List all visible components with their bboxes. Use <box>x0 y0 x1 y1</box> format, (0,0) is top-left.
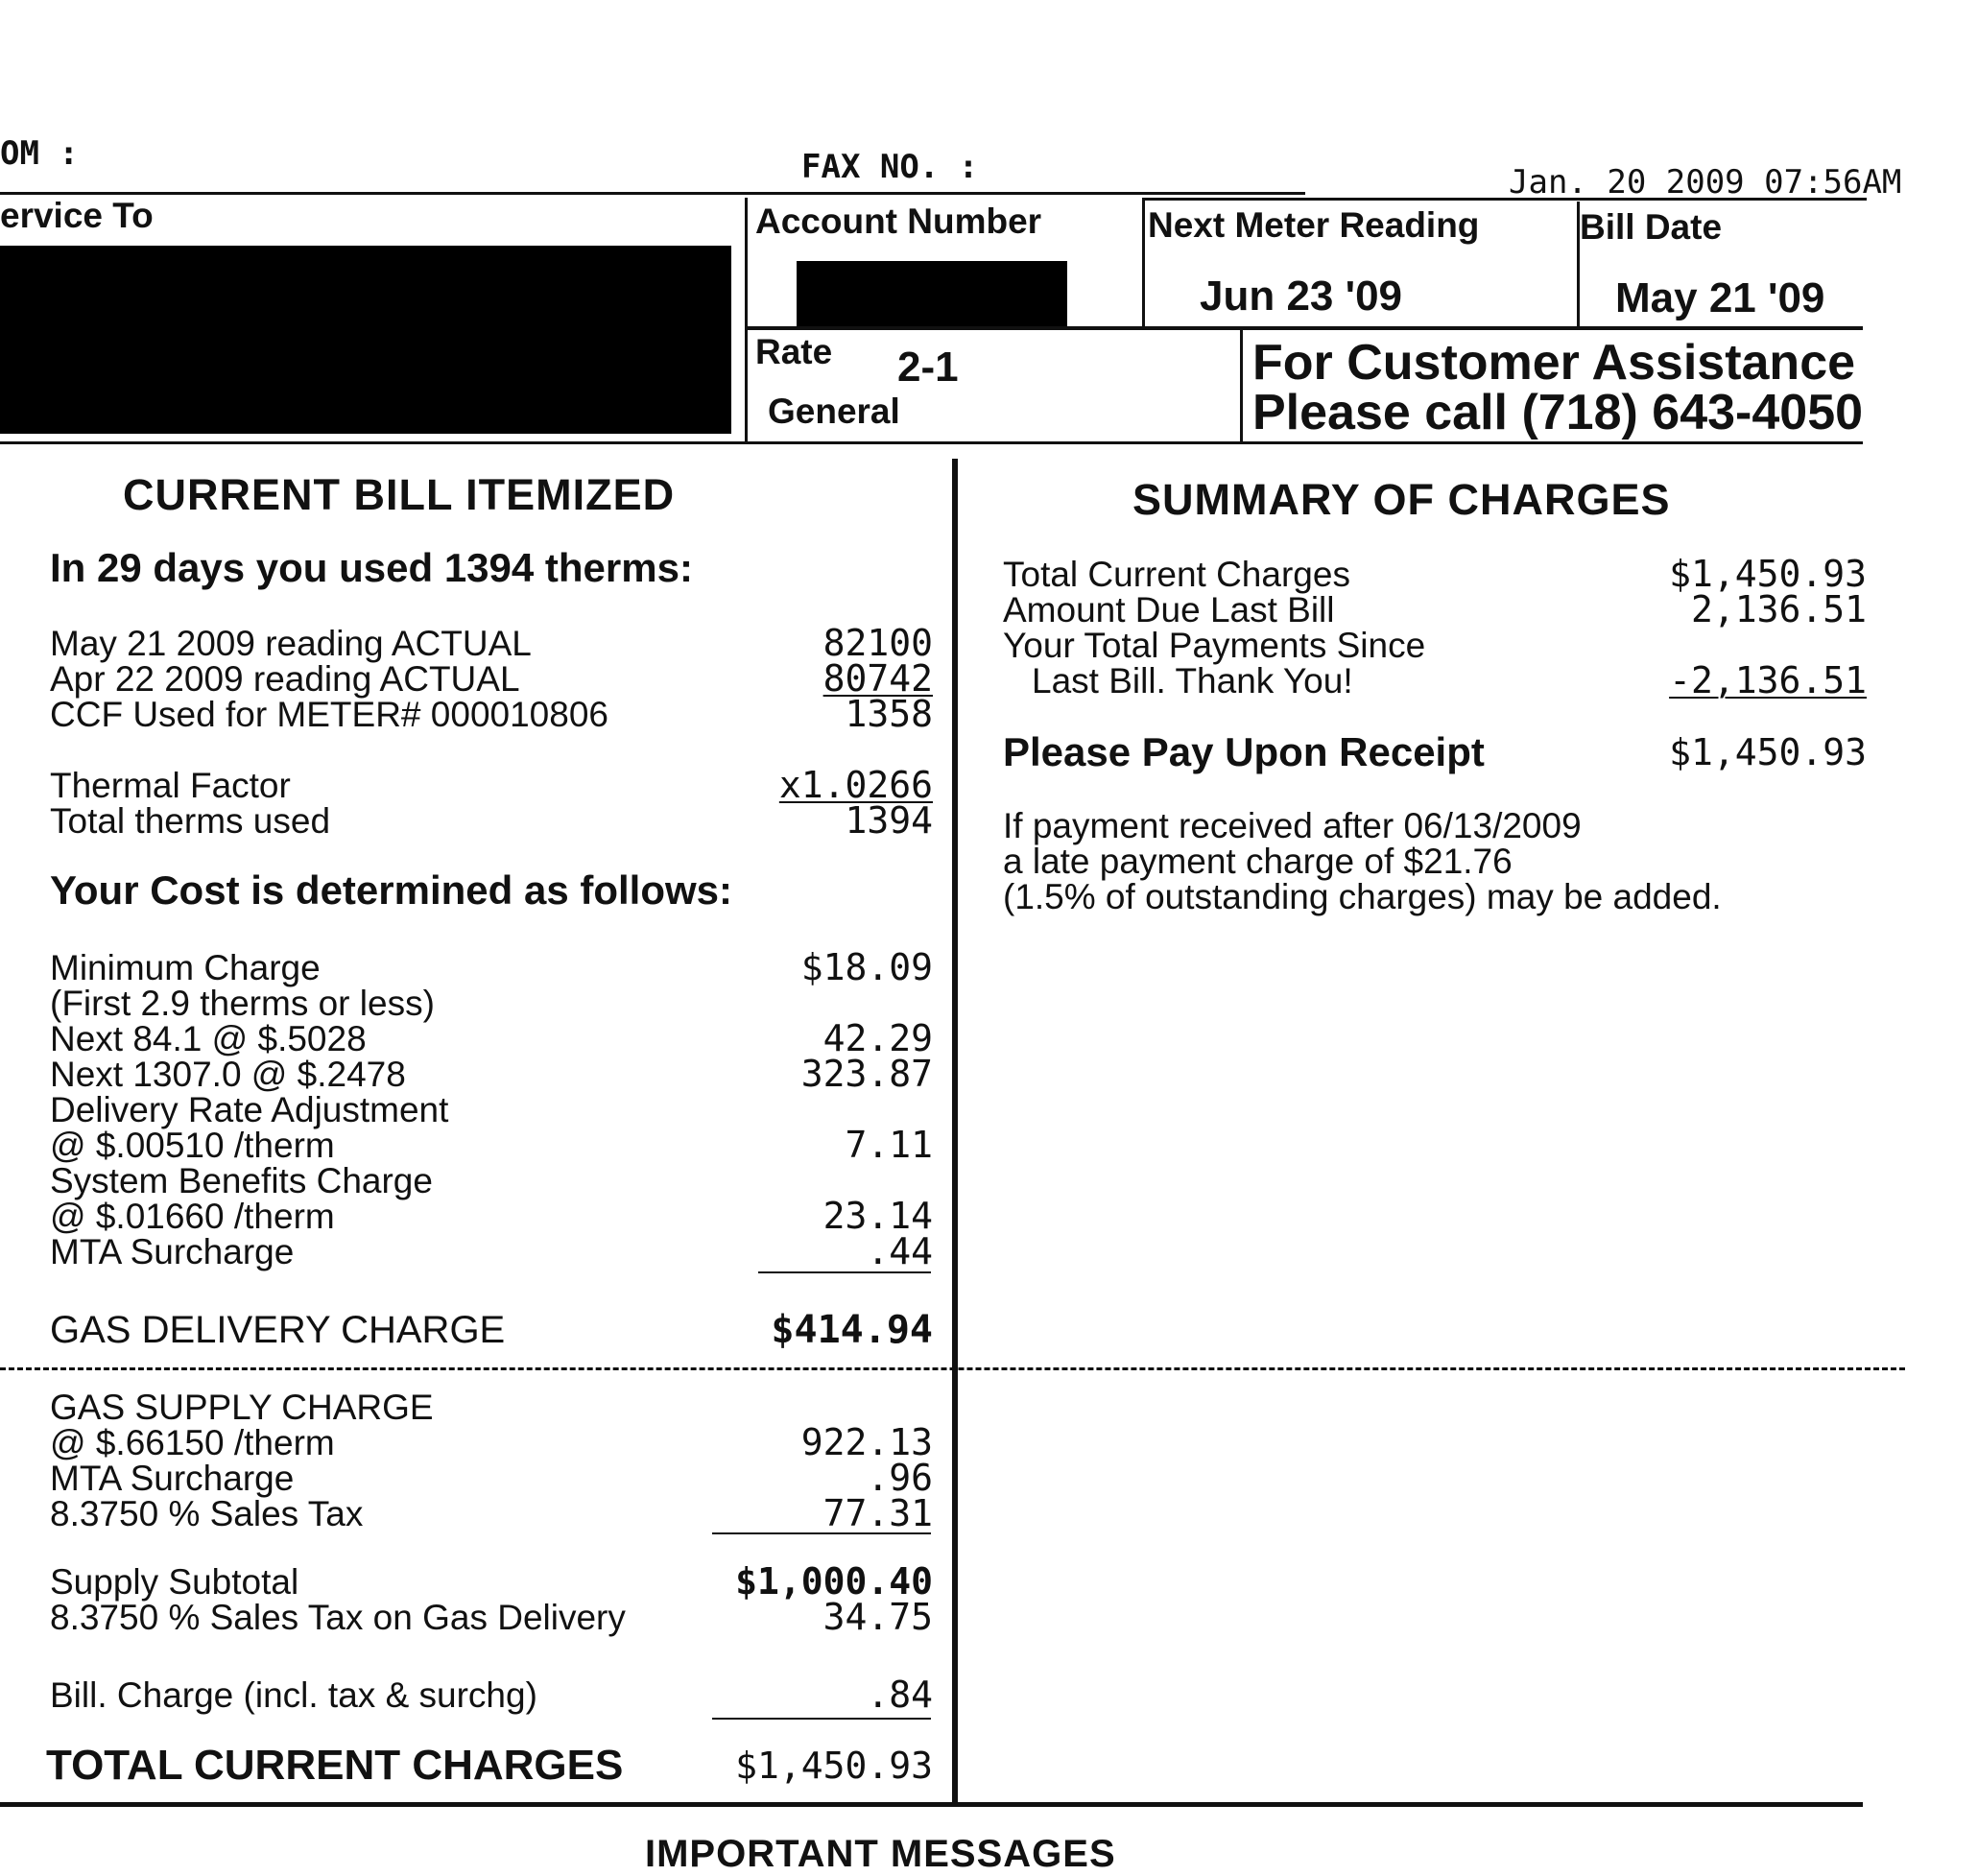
cost-row-label: Minimum Charge <box>50 948 321 987</box>
late-payment-line: (1.5% of outstanding charges) may be added. <box>1003 877 1722 916</box>
summary-row-value: -2,136.51 <box>1669 659 1867 701</box>
total-current-charges-label: TOTAL CURRENT CHARGES <box>46 1742 624 1789</box>
rate-value: 2-1 <box>897 344 959 391</box>
customer-assistance-line-1: For Customer Assistance <box>1252 335 1856 391</box>
summary-row-label: Amount Due Last Bill <box>1003 590 1335 629</box>
fax-timestamp: Jan. 20 2009 07:56AM <box>1509 163 1902 202</box>
summary-row-value: $1,450.93 <box>1669 553 1867 595</box>
cost-row-value: 323.87 <box>800 1053 933 1095</box>
reading-value: 82100 <box>822 622 933 664</box>
summary-row-value: 2,136.51 <box>1690 588 1867 630</box>
header-bottom-rule <box>0 441 1863 444</box>
cost-row-label: (First 2.9 therms or less) <box>50 984 435 1023</box>
cost-row-value: 42.29 <box>822 1017 933 1059</box>
customer-assistance-phone: Please call (718) 643-4050 <box>1252 385 1864 440</box>
important-messages-heading: IMPORTANT MESSAGES <box>645 1833 1116 1875</box>
thermal-value: x1.0266 <box>778 764 933 806</box>
rate-type: General <box>768 392 900 431</box>
bill-charge-rule <box>712 1718 931 1720</box>
summary-row-label: Last Bill. Thank You! <box>1032 661 1353 701</box>
supply-row-label: @ $.66150 /therm <box>50 1423 335 1462</box>
reading-label: CCF Used for METER# 000010806 <box>50 695 608 734</box>
thermal-value: 1394 <box>845 799 933 842</box>
fax-from-label: OM : <box>0 134 79 173</box>
please-pay-value: $1,450.93 <box>1669 731 1867 773</box>
redacted-service-address <box>0 246 731 434</box>
reading-label: Apr 22 2009 reading ACTUAL <box>50 659 520 699</box>
account-number-label: Account Number <box>755 202 1042 241</box>
bill-date-value: May 21 '09 <box>1615 274 1825 321</box>
gas-delivery-value: $414.94 <box>771 1308 933 1352</box>
supply-row-label: MTA Surcharge <box>50 1459 295 1498</box>
reading-value: 80742 <box>822 657 933 700</box>
cost-heading: Your Cost is determined as follows: <box>50 867 733 913</box>
redacted-account-number <box>797 261 1067 326</box>
bill-charge-label: Bill. Charge (incl. tax & surchg) <box>50 1675 537 1715</box>
header-top-rule <box>0 192 1305 195</box>
cost-row-label: System Benefits Charge <box>50 1161 433 1200</box>
thermal-label: Total therms used <box>50 801 331 841</box>
cost-row-value: .44 <box>867 1230 933 1272</box>
section-break-rule <box>0 1367 1905 1370</box>
bill-charge-value: .84 <box>867 1674 933 1716</box>
supply-row-label: GAS SUPPLY CHARGE <box>50 1388 434 1427</box>
header-divider-1 <box>745 198 748 443</box>
rate-label: Rate <box>755 332 833 371</box>
cost-row-value: 23.14 <box>822 1195 933 1237</box>
column-divider <box>952 459 958 1807</box>
reading-value: 1358 <box>845 693 933 735</box>
subtotal-row-label: Supply Subtotal <box>50 1562 299 1602</box>
gas-delivery-label: GAS DELIVERY CHARGE <box>50 1309 506 1351</box>
bottom-rule <box>0 1802 1863 1807</box>
supply-row-label: 8.3750 % Sales Tax <box>50 1494 364 1533</box>
subtotal-row-value: 34.75 <box>822 1596 933 1638</box>
cost-row-label: Next 1307.0 @ $.2478 <box>50 1055 406 1094</box>
next-meter-reading-value: Jun 23 '09 <box>1200 273 1403 320</box>
header-mid-rule <box>745 326 1863 330</box>
cost-row-label: MTA Surcharge <box>50 1232 295 1271</box>
total-current-charges-value: $1,450.93 <box>735 1745 933 1787</box>
summary-row-label: Your Total Payments Since <box>1003 626 1426 665</box>
late-payment-line: If payment received after 06/13/2009 <box>1003 806 1582 845</box>
reading-label: May 21 2009 reading ACTUAL <box>50 624 532 663</box>
next-meter-reading-label: Next Meter Reading <box>1148 205 1480 245</box>
cost-row-value: $18.09 <box>800 946 933 988</box>
itemized-title: CURRENT BILL ITEMIZED <box>123 470 676 519</box>
usage-summary: In 29 days you used 1394 therms: <box>50 545 693 590</box>
summary-title: SUMMARY OF CHARGES <box>1132 475 1671 524</box>
summary-row-label: Total Current Charges <box>1003 555 1350 594</box>
subtotal-row-label: 8.3750 % Sales Tax on Gas Delivery <box>50 1598 626 1637</box>
supply-row-value: 77.31 <box>822 1492 933 1534</box>
bill-date-label: Bill Date <box>1580 207 1723 247</box>
supply-row-value: 922.13 <box>800 1421 933 1463</box>
header-divider-2 <box>1142 198 1145 328</box>
late-payment-line: a late payment charge of $21.76 <box>1003 842 1513 881</box>
cost-rows-rule <box>758 1271 931 1273</box>
fax-number-label: FAX NO. : <box>801 148 979 186</box>
cost-row-label: @ $.00510 /therm <box>50 1126 335 1165</box>
thermal-label: Thermal Factor <box>50 766 291 805</box>
cost-row-label: Next 84.1 @ $.5028 <box>50 1019 367 1058</box>
cost-row-label: @ $.01660 /therm <box>50 1197 335 1236</box>
header-divider-4 <box>1240 328 1243 443</box>
supply-rows-rule <box>712 1532 931 1534</box>
supply-row-value: .96 <box>867 1457 933 1499</box>
please-pay-label: Please Pay Upon Receipt <box>1003 729 1485 774</box>
cost-row-value: 7.11 <box>845 1124 933 1166</box>
cost-row-label: Delivery Rate Adjustment <box>50 1090 449 1129</box>
subtotal-row-value: $1,000.40 <box>735 1560 933 1603</box>
service-to-label: ervice To <box>0 196 154 235</box>
header-top-rule-right <box>1142 198 1867 201</box>
